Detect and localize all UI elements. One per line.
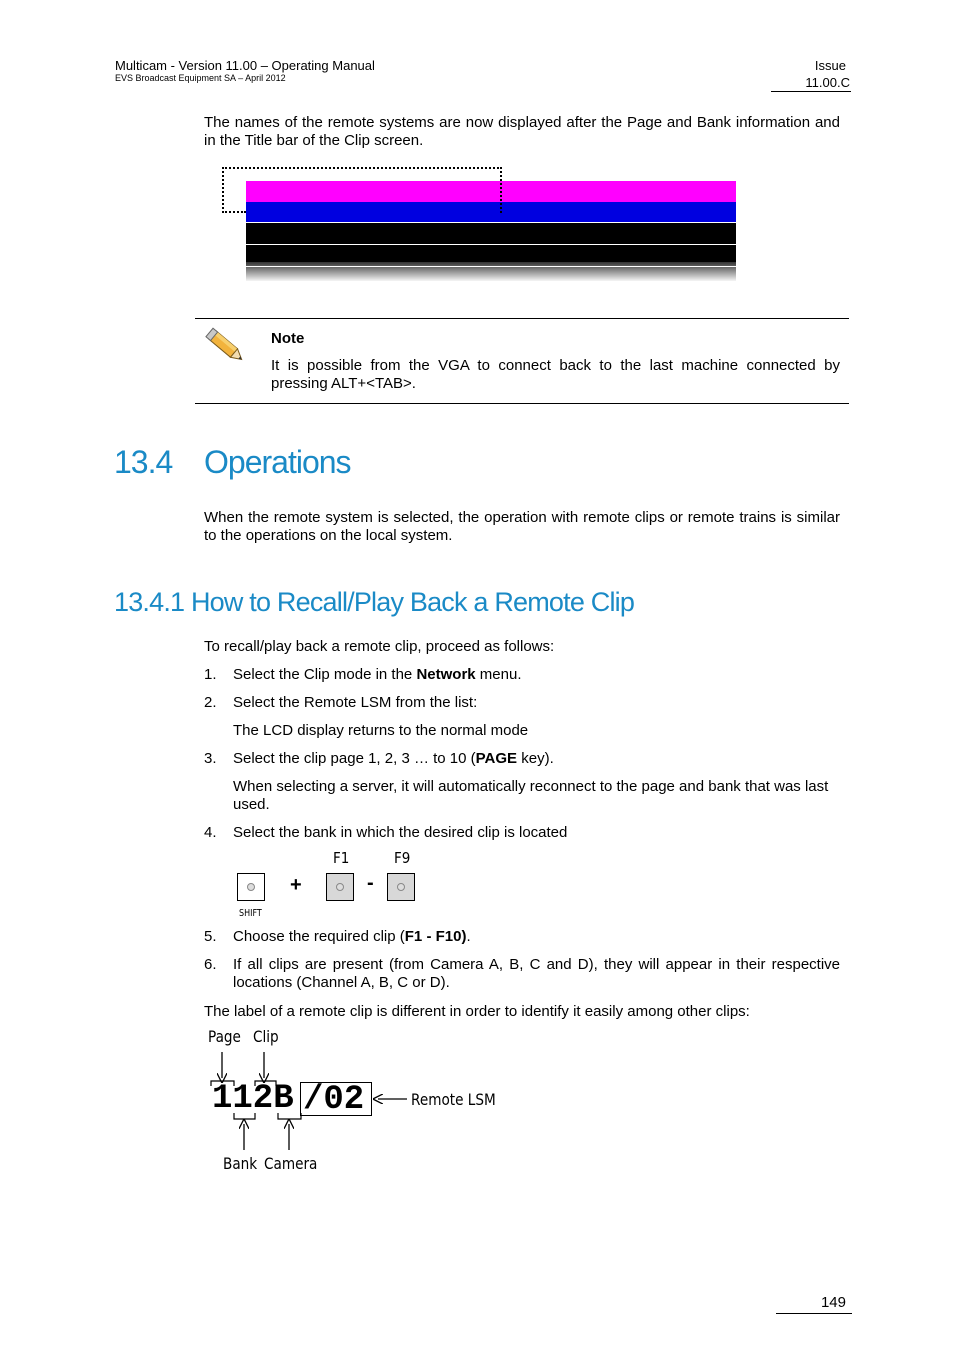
- f1-key-label: F1: [333, 849, 350, 867]
- step-number: 3.: [204, 750, 217, 767]
- shift-key-label: SHIFT: [239, 908, 262, 919]
- diagram-label-bank: Bank: [223, 1154, 258, 1173]
- step-text: Select the Remote LSM from the list:: [233, 694, 478, 711]
- step-subtext: When selecting a server, it will automatically reconnect to the page and bank that was last used.: [233, 778, 829, 813]
- section-number: 13.4: [114, 444, 173, 480]
- step-text: Select the Clip mode in the Network menu.: [233, 666, 522, 683]
- note-text: It is possible from the VGA to connect back to the last machine connected by pressing ALT+<TAB>.: [271, 357, 840, 392]
- remote-clip-id-part1: 112B: [212, 1080, 294, 1118]
- subsection-title: How to Recall/Play Back a Remote Clip: [190, 587, 635, 617]
- header-rule: [771, 91, 851, 92]
- diagram-label-page: Page: [208, 1027, 241, 1046]
- highlight-dotted-box-corner: [222, 167, 246, 213]
- highlight-dotted-box: [222, 167, 502, 213]
- step-number: 5.: [204, 928, 217, 945]
- f9-key: [387, 873, 415, 901]
- section-title: Operations: [204, 444, 351, 480]
- step-text: Select the bank in which the desired clip is located: [233, 824, 568, 841]
- minus-sign: -: [367, 872, 374, 894]
- key-led-icon: [336, 883, 344, 891]
- subsection-intro: To recall/play back a remote clip, proceed as follows:: [204, 638, 555, 655]
- diagram-label-camera: Camera: [264, 1154, 318, 1173]
- step-number: 1.: [204, 666, 217, 683]
- diagram-label-remote-lsm: Remote LSM: [411, 1090, 496, 1109]
- step-number: 2.: [204, 694, 217, 711]
- subsection-number: 13.4.1: [114, 587, 185, 617]
- step-text: Select the clip page 1, 2, 3 … to 10 (PAGE key).: [233, 750, 554, 767]
- screen-fade-overlay: [246, 262, 736, 282]
- header-subtitle: EVS Broadcast Equipment SA – April 2012: [115, 73, 286, 83]
- page-number: 149: [820, 1294, 846, 1311]
- f9-key-label: F9: [394, 849, 411, 867]
- header-issue-version: 11.00.C: [805, 75, 850, 90]
- f1-key: [326, 873, 354, 901]
- plus-sign: +: [290, 874, 302, 896]
- subsection-heading: [114, 587, 634, 618]
- intro-paragraph: The names of the remote systems are now displayed after the Page and Bank information and in the Title bar of the Clip screen.: [204, 114, 840, 149]
- header-title: Multicam - Version 11.00 – Operating Manual: [115, 58, 375, 73]
- section-paragraph: When the remote system is selected, the operation with remote clips or remote trains is similar to the operations on the local system.: [204, 509, 840, 544]
- key-led-icon: [247, 883, 255, 891]
- step-number: 6.: [204, 956, 217, 973]
- header-issue-label: Issue: [814, 58, 846, 73]
- remote-clip-id-part2: /02: [300, 1082, 372, 1116]
- screen-row-1: [246, 223, 736, 244]
- step-number: 4.: [204, 824, 217, 841]
- step-text: Choose the required clip (F1 - F10).: [233, 928, 471, 945]
- diagram-label-clip: Clip: [253, 1027, 279, 1046]
- shift-key: [237, 873, 265, 901]
- note-bottom-rule: [195, 403, 849, 404]
- pencil-icon: [204, 326, 248, 368]
- note-top-rule: [195, 318, 849, 319]
- page-number-rule: [776, 1313, 852, 1314]
- key-led-icon: [397, 883, 405, 891]
- note-title: Note: [271, 330, 305, 347]
- step-subtext: The LCD display returns to the normal mode: [233, 722, 529, 739]
- label-paragraph: The label of a remote clip is different in order to identify it easily among other clips:: [204, 1003, 750, 1020]
- step-text: If all clips are present (from Camera A, B, C and D), they will appear in their respective locations (Channel A, B, C or D).: [233, 956, 840, 991]
- section-heading: [114, 444, 351, 481]
